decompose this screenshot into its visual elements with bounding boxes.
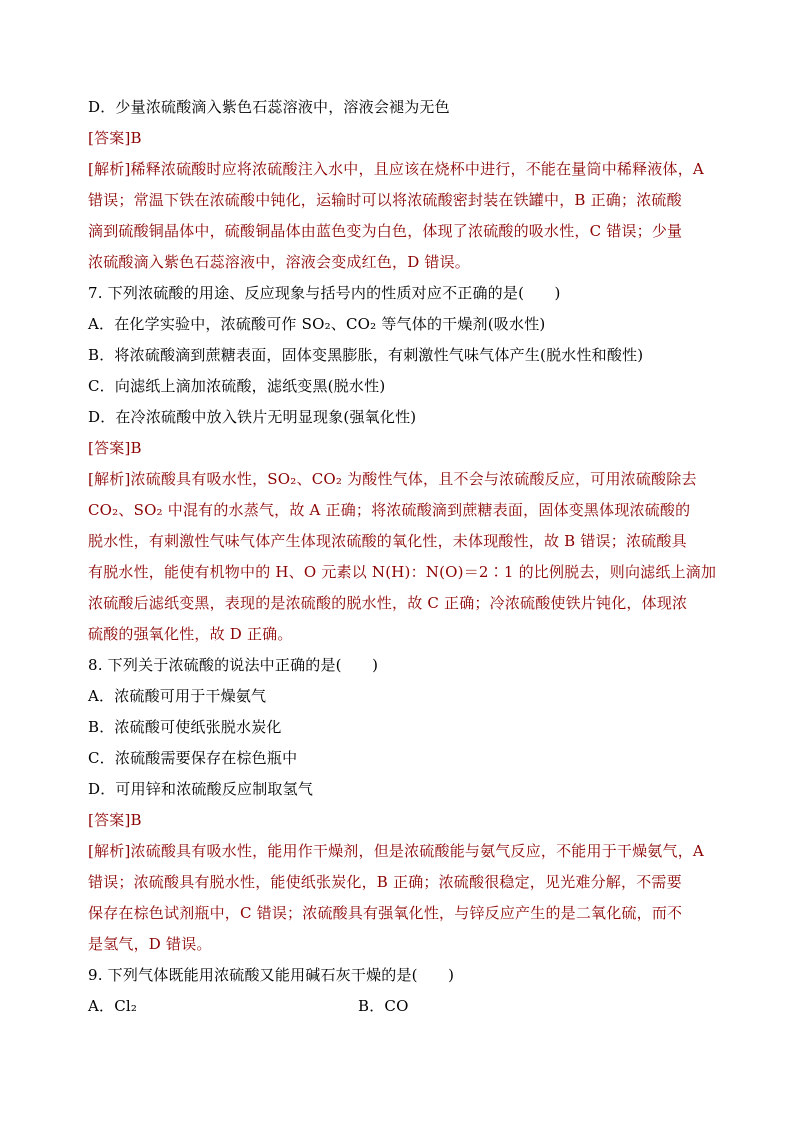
explanation-line: [解析]浓硫酸具有吸水性，SO₂、CO₂ 为酸性气体，且不会与浓硫酸反应，可用浓硫酸除去: [88, 470, 697, 488]
option-line: C．浓硫酸需要保存在棕色瓶中: [88, 749, 298, 767]
explanation-line: 浓硫酸后滤纸变黑，表现的是浓硫酸的脱水性，故 C 正确；冷浓硫酸使铁片钝化，体现浓: [88, 594, 688, 612]
answer-line: [答案]B: [88, 129, 142, 147]
option-row: [88, 991, 748, 1022]
option-a: A．Cl₂: [88, 997, 138, 1015]
explanation-line: 错误；常温下铁在浓硫酸中钝化，运输时可以将浓硫酸密封装在铁罐中，B 正确；浓硫酸: [88, 191, 682, 209]
explanation-line: 有脱水性，能使有机物中的 H、O 元素以 N(H)：N(O)＝2∶1 的比例脱去，则向滤纸上滴加: [88, 563, 717, 581]
explanation-line: CO₂、SO₂ 中混有的水蒸气，故 A 正确；将浓硫酸滴到蔗糖表面，固体变黑体现浓硫酸的: [88, 501, 691, 519]
option-line: C．向滤纸上滴加浓硫酸，滤纸变黑(脱水性): [88, 377, 386, 395]
explanation-line: 错误；浓硫酸具有脱水性，能使纸张炭化，B 正确；浓硫酸很稳定，见光难分解，不需要: [88, 873, 682, 891]
option-line: B．将浓硫酸滴到蔗糖表面，固体变黑膨胀，有刺激性气味气体产生(脱水性和酸性): [88, 346, 644, 364]
explanation-line: 浓硫酸滴入紫色石蕊溶液中，溶液会变成红色，D 错误。: [88, 253, 470, 271]
answer-line: [答案]B: [88, 811, 142, 829]
explanation-line: [解析]浓硫酸具有吸水性，能用作干燥剂，但是浓硫酸能与氨气反应，不能用于干燥氨气，A: [88, 842, 704, 860]
question-line: 7. 下列浓硫酸的用途、反应现象与括号内的性质对应不正确的是( ): [88, 284, 561, 302]
question-line: 9. 下列气体既能用浓硫酸又能用碱石灰干燥的是( ): [88, 966, 455, 984]
explanation-line: 保存在棕色试剂瓶中，C 错误；浓硫酸具有强氧化性，与锌反应产生的是二氧化硫，而不: [88, 904, 683, 922]
option-line: D．在冷浓硫酸中放入铁片无明显现象(强氧化性): [88, 408, 417, 426]
document-page: [88, 92, 748, 1022]
answer-line: [答案]B: [88, 439, 142, 457]
option-b: B．CO: [358, 997, 409, 1015]
explanation-line: 滴到硫酸铜晶体中，硫酸铜晶体由蓝色变为白色，体现了浓硫酸的吸水性，C 错误；少量: [88, 222, 683, 240]
explanation-line: 是氢气，D 错误。: [88, 935, 212, 953]
option-line: D．可用锌和浓硫酸反应制取氢气: [88, 780, 314, 798]
explanation-line: [解析]稀释浓硫酸时应将浓硫酸注入水中，且应该在烧杯中进行，不能在量筒中稀释液体，A: [88, 160, 704, 178]
option-line: A．浓硫酸可用于干燥氨气: [88, 687, 267, 705]
explanation-line: 脱水性，有刺激性气味气体产生体现浓硫酸的氧化性，未体现酸性，故 B 错误；浓硫酸具: [88, 532, 687, 550]
option-line: A．在化学实验中，浓硫酸可作 SO₂、CO₂ 等气体的干燥剂(吸水性): [88, 315, 546, 333]
explanation-line: 硫酸的强氧化性，故 D 正确。: [88, 625, 293, 643]
question-line: 8. 下列关于浓硫酸的说法中正确的是( ): [88, 656, 379, 674]
text-line: D．少量浓硫酸滴入紫色石蕊溶液中，溶液会褪为无色: [88, 98, 450, 116]
option-line: B．浓硫酸可使纸张脱水炭化: [88, 718, 282, 736]
